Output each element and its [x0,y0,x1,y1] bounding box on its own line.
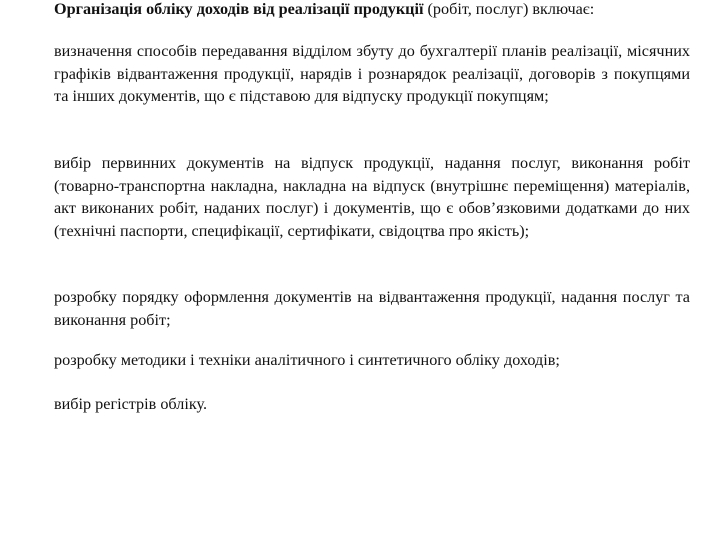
list-item: вибір первинних документів на відпуск продукції, надання послуг, виконання робіт (товарно-транспортна накладна, накладна на відпуск (внутрішнє переміщення) матеріалів, акт виконаних робіт, наданих послуг) і документів, що є обов’язковими додатками до них (технічні паспорти, специфікації, сертифікати, свідоцтва про якість); [54,154,690,240]
list-item: розробку порядку оформлення документів на відвантаження продукції, надання послуг та виконання робіт; [54,288,690,329]
list-item: вибір регістрів обліку. [54,395,207,413]
list-item: розробку методики і техніки аналітичного і синтетичного обліку доходів; [54,351,560,369]
document-heading [54,0,690,21]
list-item: визначення способів передавання відділом збуту до бухгалтерії планів реалізації, місячних графіків відвантаження продукції, нарядів і рознарядок реалізації, договорів з покупцями та інших документів, що є підставою для відпуску продукції покупцям; [54,42,690,105]
heading-regular-text: (робіт, послуг) включає: [423,0,595,18]
heading-bold-text: Організація обліку доходів від реалізації продукції [54,0,424,18]
document-page [54,0,690,413]
